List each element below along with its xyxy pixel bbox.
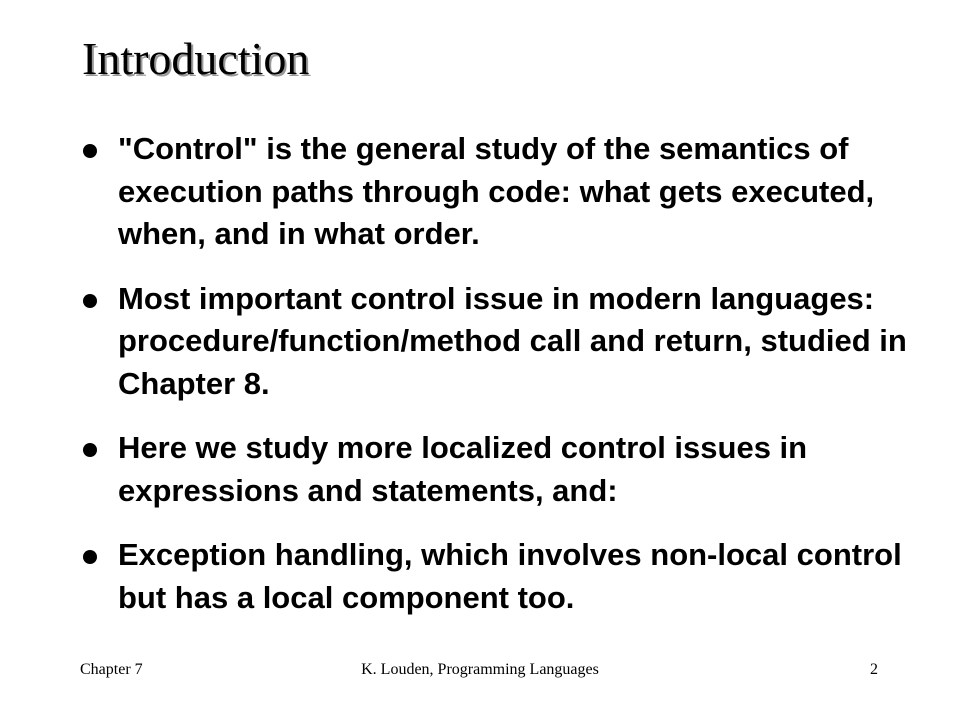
bullet-item — [80, 534, 920, 619]
bullet-text: Most important control issue in modern languages: procedure/function/method call and return, studied in Chapter 8. — [118, 280, 907, 401]
bullet-dot-icon — [83, 294, 97, 308]
bullet-dot-icon — [83, 443, 97, 457]
footer-course-title: K. Louden, Programming Languages — [361, 661, 599, 678]
bullet-item — [80, 278, 920, 406]
bullet-text: Here we study more localized control issues in expressions and statements, and: — [118, 430, 808, 508]
bullet-text: "Control" is the general study of the semantics of execution paths through code: what gets executed, when, and in what order. — [118, 131, 875, 251]
footer-chapter: Chapter 7 — [80, 661, 143, 678]
footer-page-number: 2 — [870, 661, 878, 678]
slide-title: Introduction — [82, 33, 310, 84]
bullet-dot-icon — [83, 550, 97, 564]
bullet-item — [80, 427, 920, 512]
bullet-item — [80, 128, 920, 256]
bullet-list — [80, 128, 920, 641]
bullet-text: Exception handling, which involves non-local control but has a local component too. — [118, 537, 902, 615]
bullet-dot-icon — [83, 144, 97, 158]
